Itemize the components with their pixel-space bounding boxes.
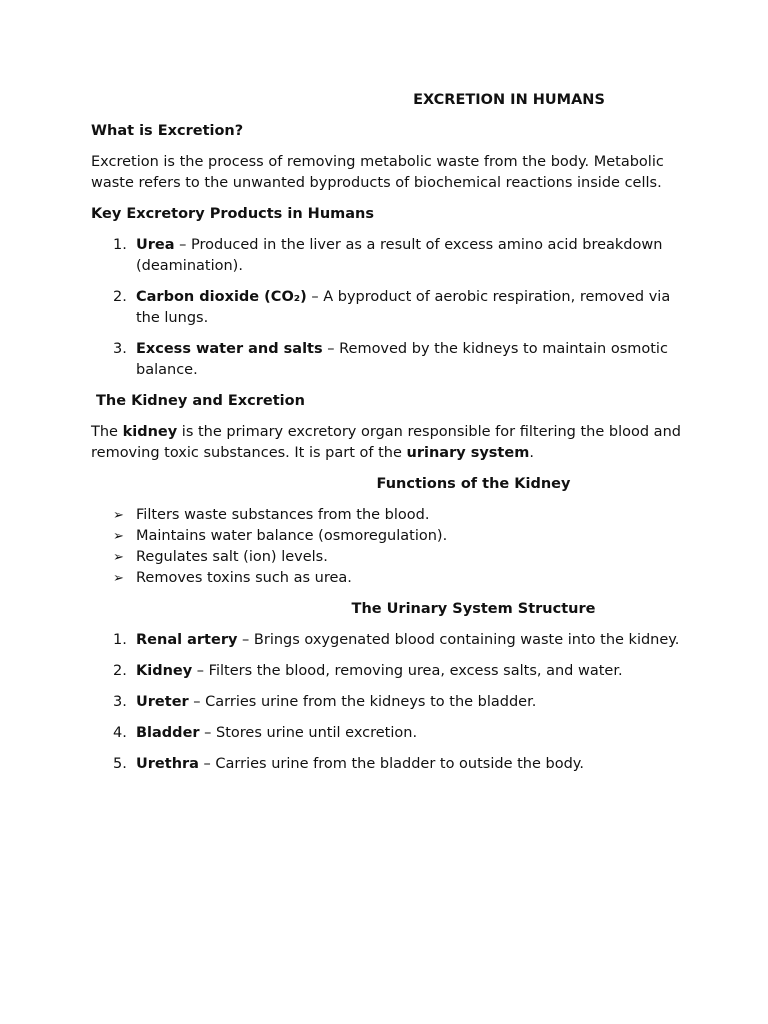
list-item [91,723,681,744]
list-item-text: Maintains water balance (osmoregulation). [136,528,448,544]
paragraph-excretion-definition: Excretion is the process of removing metabolic waste from the body. Metabolic waste refers to the unwanted byproducts of biochemical reactions inside cells. [91,154,664,191]
document-body [91,90,681,785]
list-number: 2. [113,289,127,305]
list-item-term: Carbon dioxide (CO₂) [136,289,307,305]
document-title: EXCRETION IN HUMANS [413,92,605,108]
heading-what-is-excretion: What is Excretion? [91,123,244,139]
list-item-term: Ureter [136,694,189,710]
list-item [91,661,681,682]
list-item-term: Urethra [136,756,199,772]
list-item-description: – Produced in the liver as a result of excess amino acid breakdown (deamination). [136,237,663,274]
heading-kidney-and-excretion: The Kidney and Excretion [96,393,305,409]
list-item-description: – Carries urine from the bladder to outside the body. [198,756,584,772]
paragraph-text: is the primary excretory organ responsible for filtering the blood and removing toxic substances. It is part of the [91,424,681,461]
list-item-description: – Stores urine until excretion. [199,725,418,741]
list-number: 3. [113,341,127,357]
list-item [91,505,681,526]
list-item [91,692,681,713]
bold-urinary-system: urinary system [406,445,530,461]
kidney-functions-list [91,505,681,589]
list-item-text: Regulates salt (ion) levels. [136,549,328,565]
list-number: 1. [113,237,127,253]
paragraph-text: The [91,424,123,440]
list-item [91,235,681,277]
heading-urinary-system-structure: The Urinary System Structure [351,601,596,617]
list-item-term: Bladder [136,725,200,741]
list-item [91,547,681,568]
paragraph-text: . [529,445,534,461]
bold-kidney: kidney [122,424,178,440]
list-item-text: Filters waste substances from the blood. [136,507,430,523]
list-item-description: – Removed by the kidneys to maintain osmotic balance. [136,341,668,378]
list-item-term: Urea [136,237,175,253]
arrow-bullet-icon: ➢ [113,571,124,586]
list-item [91,287,681,329]
arrow-bullet-icon: ➢ [113,508,124,523]
urinary-structure-list [91,630,681,775]
excretory-products-list [91,235,681,381]
list-item-term: Renal artery [136,632,238,648]
heading-key-excretory-products: Key Excretory Products in Humans [91,206,374,222]
list-item-description: – Brings oxygenated blood containing waste into the kidney. [237,632,680,648]
list-item-term: Excess water and salts [136,341,323,357]
list-item [91,630,681,651]
list-number: 5. [113,756,127,772]
list-item-description: – Carries urine from the kidneys to the bladder. [188,694,537,710]
list-number: 2. [113,663,127,679]
list-number: 4. [113,725,127,741]
list-item-description: – A byproduct of aerobic respiration, removed via the lungs. [136,289,671,326]
list-item-term: Kidney [136,663,193,679]
arrow-bullet-icon: ➢ [113,550,124,565]
paragraph-kidney-description [91,422,681,464]
list-number: 3. [113,694,127,710]
list-number: 1. [113,632,127,648]
list-item [91,526,681,547]
list-item-description: – Filters the blood, removing urea, excess salts, and water. [192,663,623,679]
arrow-bullet-icon: ➢ [113,529,124,544]
heading-functions-of-kidney: Functions of the Kidney [376,476,571,492]
list-item [91,339,681,381]
list-item [91,568,681,589]
list-item [91,754,681,775]
list-item-text: Removes toxins such as urea. [136,570,352,586]
